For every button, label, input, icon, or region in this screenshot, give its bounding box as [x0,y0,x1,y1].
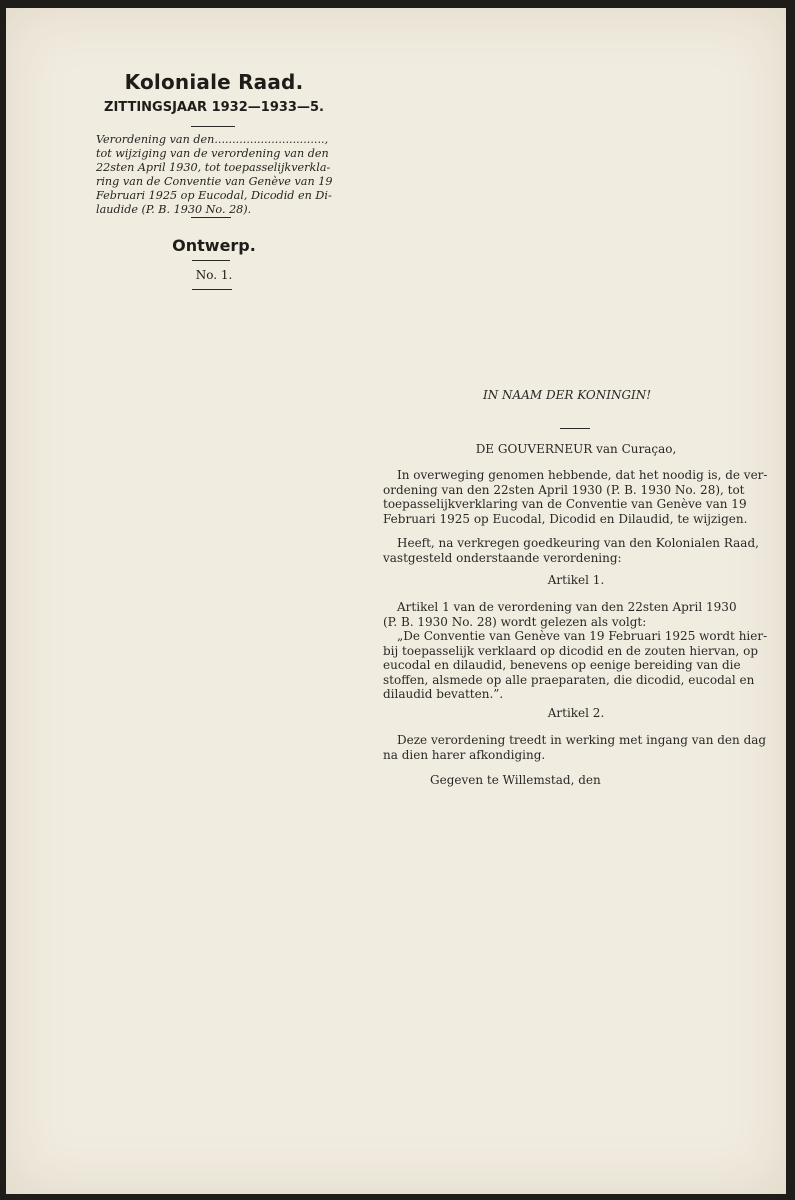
article-2-text [383,733,769,762]
paragraph-line: toepasselijkverklaring van de Conventie van Genève van 19 [383,497,747,511]
header-rule-4 [192,289,232,290]
description-line: laudide (P. B. 1930 No. 28). [96,203,252,216]
given-at-line: Gegeven te Willemstad, den [430,773,601,787]
header-rule-1 [191,126,235,127]
article-1-text [383,600,769,702]
description-line: tot wijziging van de verordening van den [96,147,329,160]
invocation-separator [560,428,590,429]
ordinance-description [76,133,348,217]
article-1-heading: Artikel 1. [547,573,605,587]
draft-label: Ontwerp. [172,236,256,255]
header-rule-2 [191,217,231,218]
description-line: ring van de Conventie van Genève van 19 [96,175,333,188]
header-rule-3 [192,260,230,261]
paragraph-line: na dien harer afkondiging. [383,747,546,762]
article-2-heading: Artikel 2. [547,706,605,720]
paragraph-line: Deze verordening treedt in werking met ingang van den dag [397,733,767,747]
governor-line: DE GOUVERNEUR van Curaçao, [475,442,677,456]
document-number: No. 1. [195,268,233,282]
paragraph-line: Februari 1925 op Eucodal, Dicodid en Dilaudid, te wijzigen. [383,511,748,526]
considering-paragraph [383,468,769,526]
paragraph-line: Artikel 1 van de verordening van den 22sten April 1930 [397,600,737,614]
approval-paragraph [383,536,769,565]
paragraph-line: ordening van den 22sten April 1930 (P. B. 1930 No. 28), tot [383,482,745,497]
paragraph-line: „De Conventie van Genève van 19 Februari 1925 wordt hier- [397,629,768,643]
council-title: Koloniale Raad. [124,70,304,94]
paragraph-line: (P. B. 1930 No. 28) wordt gelezen als volgt: [383,614,647,629]
description-line: Verordening van den..............................., [96,133,329,146]
description-line: 22sten April 1930, tot toepasselijkverkla- [96,161,331,174]
paragraph-line: bij toepasselijk verklaard op dicodid en de zouten hiervan, op [383,643,758,658]
session-year: ZITTINGSJAAR 1932—1933—5. [104,100,324,115]
paragraph-line: stoffen, alsmede op alle praeparaten, die dicodid, eucodal en [383,672,755,687]
invocation: IN NAAM DER KONINGIN! [483,388,652,402]
paragraph-line: dilaudid bevatten.”. [383,687,504,701]
paragraph-line: eucodal en dilaudid, benevens op eenige bereiding van die [383,658,741,672]
document-page [6,8,786,1194]
paragraph-line: vastgesteld onderstaande verordening: [383,550,622,565]
paragraph-line: In overweging genomen hebbende, dat het noodig is, de ver- [397,468,768,482]
description-line: Februari 1925 op Eucodal, Dicodid en Di- [96,189,332,202]
paragraph-line: Heeft, na verkregen goedkeuring van den Kolonialen Raad, [397,536,759,550]
